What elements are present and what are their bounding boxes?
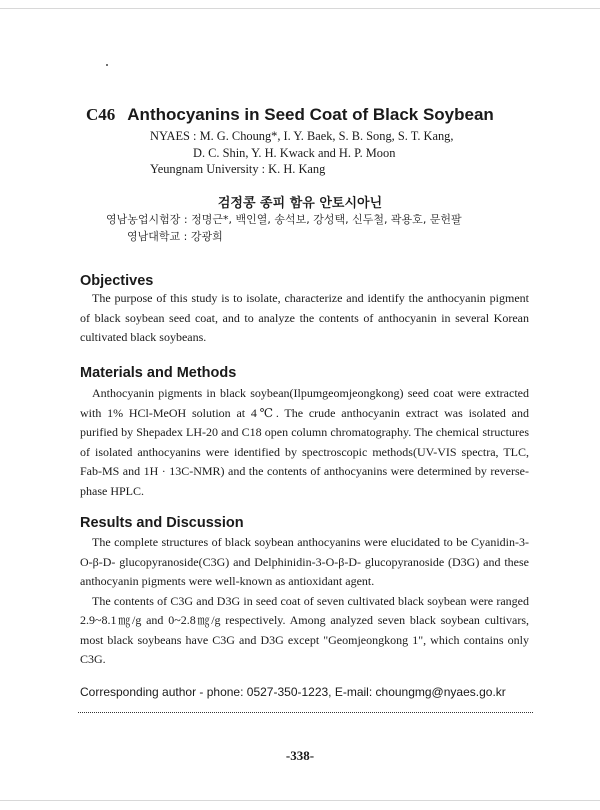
- corresponding-author: Corresponding author - phone: 0527-350-1223, E-mail: choungmg@nyaes.go.kr: [80, 685, 506, 699]
- authors-korean: [106, 211, 462, 245]
- objectives-paragraph: The purpose of this study is to isolate, characterize and identify the anthocyanin pigment of black soybean seed coat, and to analyze the contents of anthocyanin in several Korean cultivated black soybeans.: [80, 291, 529, 344]
- methods-heading: Materials and Methods: [80, 365, 237, 381]
- korean-authors-line-2: 영남대학교 : 강광희: [127, 230, 223, 243]
- scan-top-edge: [0, 8, 600, 9]
- korean-title: 검정콩 종피 함유 안토시아닌: [217, 196, 383, 211]
- authors-line-2: D. C. Shin, Y. H. Kwack and H. P. Moon: [193, 145, 396, 160]
- objectives-heading: Objectives: [80, 273, 154, 289]
- methods-paragraph: Anthocyanin pigments in black soybean(Ilpumgeomjeongkong) seed coat were extracted with 1% HCl-MeOH solution at 4℃. The crude anthocyanin extract was isolated and purified by Shepadex LH-20 and C18 open column chromatography. The chemical structures of isolated anthocyanins were identified by spectroscopic methods(UV-VIS spectra, TLC, Fab-MS and 1H · 13C-NMR) and the contents of anthocyanins were determined by reverse-phase HPLC.: [80, 386, 529, 498]
- authors-english: [150, 128, 453, 178]
- results-paragraph-2: The contents of C3G and D3G in seed coat of seven cultivated black soybean were ranged 2.9~8.1㎎/g and 0~2.8㎎/g respectively. Among analyzed seven black soybean cultivars, most black soybeans have C3G and D3G except "Geomjeongkong 1", which contains only C3G.: [80, 593, 529, 666]
- authors-line-3: Yeungnam University : K. H. Kang: [150, 162, 326, 176]
- scan-speck: [106, 64, 108, 66]
- abstract-title: [86, 105, 494, 125]
- objectives-body: [80, 289, 529, 348]
- methods-body: [80, 384, 529, 501]
- results-body: [80, 533, 529, 670]
- authors-line-1: NYAES : M. G. Choung*, I. Y. Baek, S. B. Song, S. T. Kang,: [150, 129, 454, 143]
- abstract-title-text: Anthocyanins in Seed Coat of Black Soybean: [127, 105, 494, 124]
- abstract-code: C46: [86, 105, 116, 124]
- results-paragraph-1: The complete structures of black soybean anthocyanins were elucidated to be Cyanidin-3-O-β-D- glucopyranoside(C3G) and Delphinidin-3-O-β-D- glucopyranoside (D3G) and these anthocyanin pigments were well-known as antioxidant agent.: [80, 535, 529, 588]
- korean-authors-line-1: 영남농업시험장 : 정명근*, 백인열, 송석보, 강성택, 신두철, 곽용호, 문헌팔: [106, 213, 462, 226]
- results-heading: Results and Discussion: [80, 515, 244, 531]
- page-number: -338-: [285, 748, 315, 763]
- dotted-divider: [78, 712, 533, 713]
- scan-bottom-edge: [0, 800, 600, 801]
